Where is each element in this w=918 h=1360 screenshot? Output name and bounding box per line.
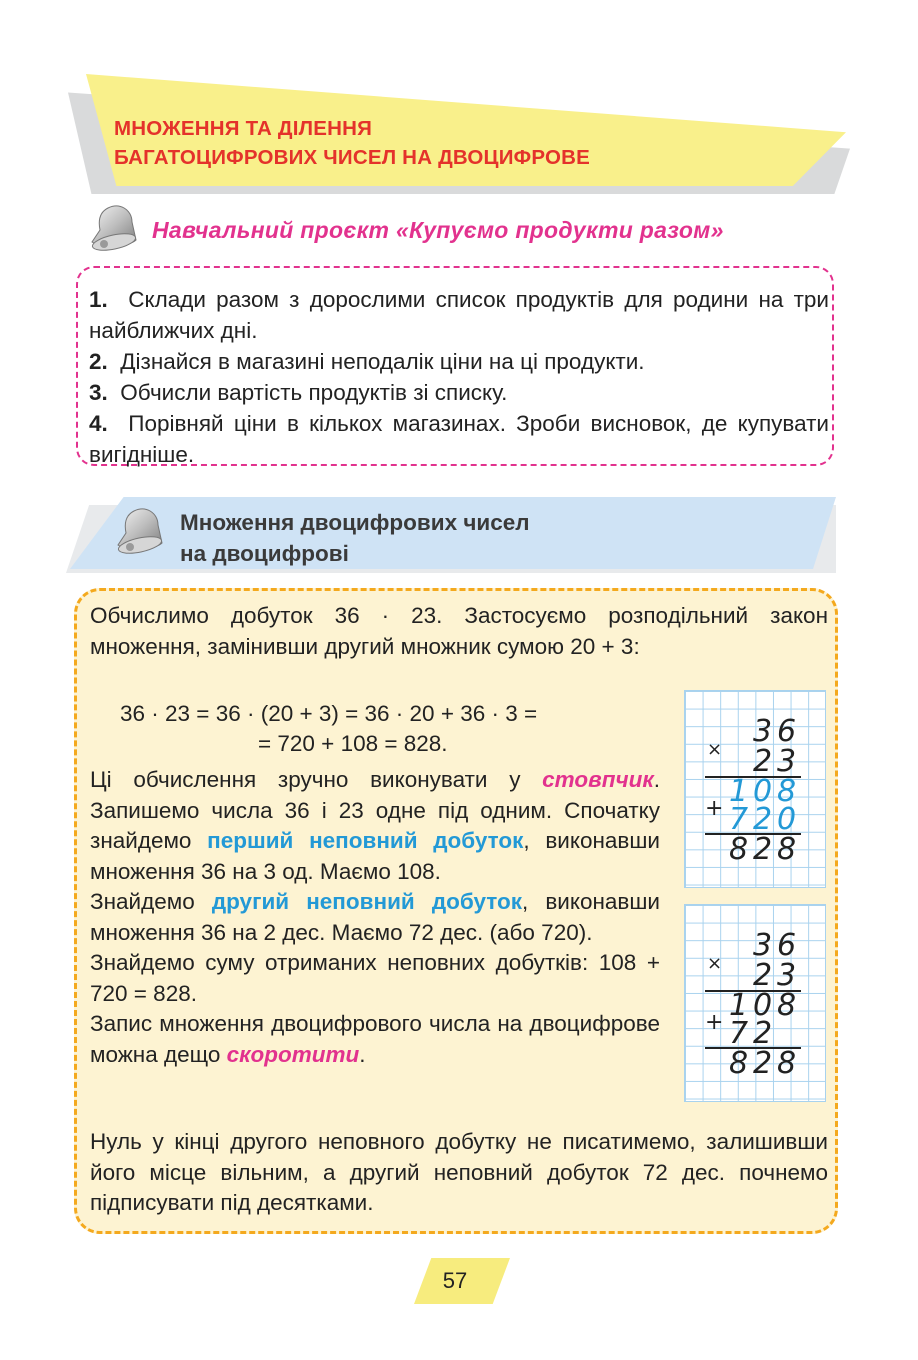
digit: 3 [777, 744, 797, 779]
formula-line1: 36 · 23 = 36 · (20 + 3) = 36 · 20 + 36 · 3 = [120, 701, 538, 726]
digit: 7 [729, 802, 749, 837]
project-task: 3. Обчисли вартість продуктів зі списку. [89, 380, 508, 405]
digit: 3 [753, 928, 773, 963]
times-sign: × [707, 953, 723, 974]
digit: 2 [753, 958, 773, 993]
bell-icon [86, 200, 144, 254]
digit: 0 [753, 988, 773, 1023]
paragraph-column-method: Ці обчислення зручно виконувати у стовпчик. Запишемо числа 36 і 23 одне під одним. Спочатку знайдемо перший неповний добуток, виконавши множення 36 на 3 од. Маємо 108. [90, 767, 660, 884]
digit: 8 [777, 1046, 797, 1081]
bell-icon [112, 503, 170, 557]
lesson-column-text [90, 765, 660, 1070]
plus-sign: + [705, 796, 724, 821]
project-task: 1. Склади разом з дорослими список продуктів для родини на три найближчих дні. [89, 287, 829, 343]
task-number: 1 [89, 287, 102, 312]
digit: 6 [777, 714, 797, 749]
formula-line2: = 720 + 108 = 828. [258, 731, 448, 756]
chapter-title-line1: МНОЖЕННЯ ТА ДІЛЕННЯ [114, 117, 373, 140]
chapter-title [114, 114, 734, 172]
digit: 3 [753, 714, 773, 749]
paragraph-shorten: Запис множення двоцифрового числа на двоцифрове можна дещо скоротити. [90, 1011, 660, 1067]
paragraph-zero-omitted: Нуль у кінці другого неповного добутку не писатимемо, залишивши його місце вільним, а другий неповний добуток 72 дес. почнемо підписувати під десятками. [90, 1129, 828, 1215]
term-stovpchyk: стовпчик [542, 767, 654, 792]
column-calc-drawing [685, 691, 827, 889]
digit: 8 [777, 988, 797, 1023]
task-text: Обчисли вартість продуктів зі списку. [120, 380, 508, 405]
paragraph-sum: Знайдемо суму отриманих неповних добутків: 108 + 720 = 828. [90, 950, 660, 1006]
task-text: Дізнайся в магазині неподалік ціни на ці продукти. [120, 349, 645, 374]
section-title [180, 507, 530, 569]
digit: 2 [753, 1046, 773, 1081]
term-skorotyty: скоротити [226, 1041, 360, 1067]
section-title-line1: Множення двоцифрових чисел [180, 510, 530, 535]
digit: 1 [729, 774, 749, 809]
digit: 8 [777, 774, 797, 809]
column-multiplication-full [684, 690, 826, 888]
digit: 8 [777, 832, 797, 867]
digit: 1 [729, 988, 749, 1023]
digit: 8 [729, 832, 749, 867]
times-sign: × [707, 739, 723, 760]
digit: 3 [777, 958, 797, 993]
lesson-intro: Обчислимо добуток 36 · 23. Застосуємо розподільний закон множення, замінивши другий множник сумою 20 + 3: [90, 603, 828, 659]
page-number: 57 [442, 1268, 468, 1293]
digit: 8 [729, 1046, 749, 1081]
digit: 6 [777, 928, 797, 963]
term-second-partial-product: другий неповний добуток [211, 889, 522, 914]
task-text: Порівняй ціни в кількох магазинах. Зроби висновок, де купувати вигідніше. [89, 411, 829, 467]
section-title-line2: на двоцифрові [180, 541, 349, 566]
digit: 2 [753, 1016, 773, 1051]
task-text: Склади разом з дорослими список продуктів для родини на три найближчих дні. [89, 287, 829, 343]
project-task: 2. Дізнайся в магазині неподалік ціни на ці продукти. [89, 349, 645, 374]
chapter-title-line2: БАГАТОЦИФРОВИХ ЧИСЕЛ НА ДВОЦИФРОВЕ [114, 146, 590, 169]
digit: 7 [729, 1016, 749, 1051]
paragraph-second-partial: Знайдемо другий неповний добуток, виконавши множення 36 на 2 дес. Маємо 72 дес. (або 720). [90, 889, 660, 945]
project-title: Навчальний проєкт «Купуємо продукти разом» [152, 217, 724, 243]
project-task: 4. Порівняй ціни в кількох магазинах. Зроби висновок, де купувати вигідніше. [89, 411, 829, 467]
column-calc-drawing [685, 905, 827, 1103]
task-number: 4 [89, 411, 102, 436]
task-number: 2 [89, 349, 102, 374]
digit: 0 [753, 774, 773, 809]
plus-sign: + [705, 1010, 724, 1035]
task-number: 3 [89, 380, 102, 405]
column-multiplication-short [684, 904, 826, 1102]
term-first-partial-product: перший неповний добуток [207, 828, 524, 853]
project-task-list [89, 284, 829, 470]
digit: 2 [753, 832, 773, 867]
digit: 2 [753, 802, 773, 837]
digit: 2 [753, 744, 773, 779]
digit: 0 [777, 802, 797, 837]
